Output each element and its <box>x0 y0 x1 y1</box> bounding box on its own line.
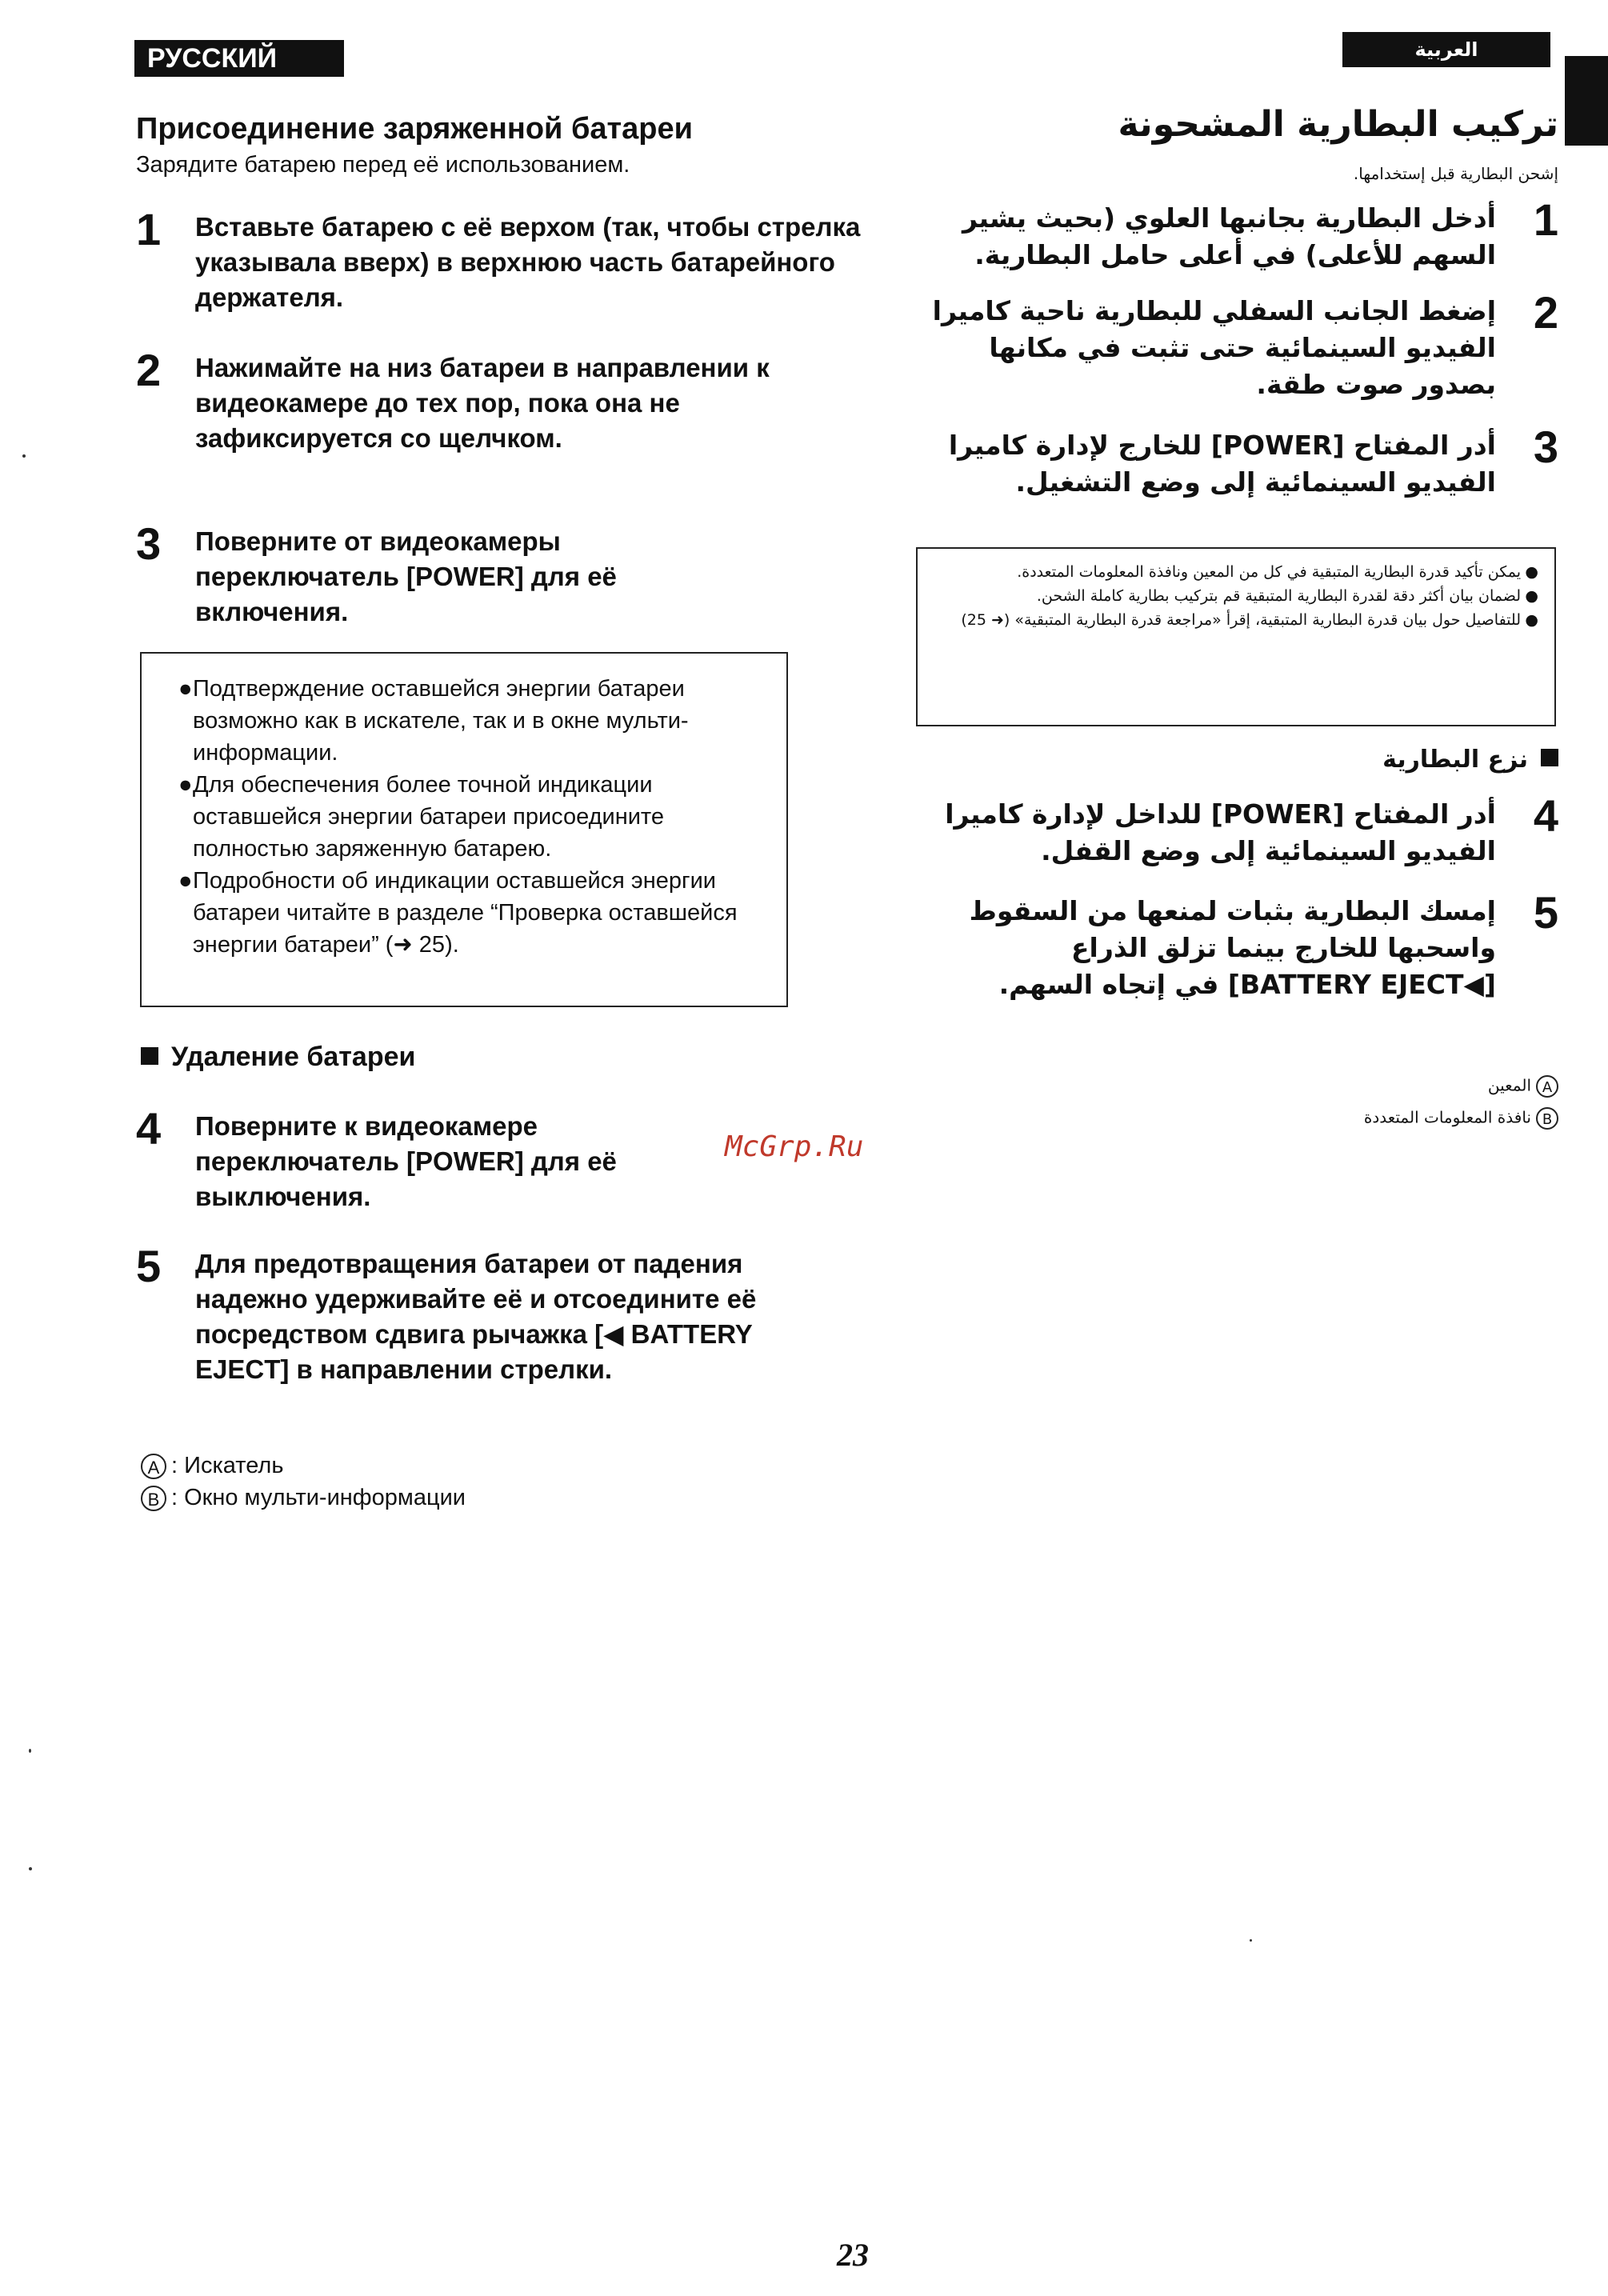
ru-step-number: 1 <box>136 204 162 254</box>
ru-step-text: Для предотвращения батареи от падения надежно удерживайте её и отсоедините её посредством сдвига рычажка [◀ BATTERY EJECT] в направлении стрелки. <box>195 1249 757 1384</box>
scan-speck <box>29 1749 31 1753</box>
scan-speck <box>1250 1939 1252 1942</box>
circled-letter-a-icon: A <box>1536 1075 1558 1098</box>
ar-step-number: 1 <box>1533 194 1558 245</box>
circled-letter-b-icon: B <box>141 1486 166 1511</box>
ru-legend-a: A : Искатель <box>141 1453 283 1479</box>
ru-note-item: ● Подтверждение оставшейся энергии батареи возможно как в искателе, так и в окне мульти-информации. <box>178 676 689 766</box>
watermark: McGrp.Ru <box>725 1130 864 1163</box>
ar-step-number: 2 <box>1533 287 1558 338</box>
language-tab-arabic: العربية <box>1342 32 1550 67</box>
ar-step-number: 4 <box>1533 790 1558 841</box>
ar-page-subtitle: إشحن البطارية قبل إستخدامها. <box>1353 164 1558 183</box>
ar-note-item: ● لضمان بيان أكثر دقة لقدرة البطارية المتبقية قم بتركيب بطارية كاملة الشحن. <box>1036 587 1538 605</box>
ar-page-title: تركيب البطارية المشحونة <box>1118 104 1558 145</box>
ar-step-number: 5 <box>1533 887 1558 938</box>
ru-note-box <box>140 652 788 1007</box>
square-bullet-icon <box>1541 749 1558 766</box>
ru-legend-b: B : Окно мульти-информации <box>141 1485 466 1511</box>
ar-note-item: ● للتفاصيل حول بيان قدرة البطارية المتبقية، إقرأ «مراجعة قدرة البطارية المتبقية» (➜ 25) <box>961 611 1538 629</box>
square-bullet-icon <box>141 1047 158 1065</box>
ru-step-text: Поверните от видеокамеры переключатель [POWER] для её включения. <box>195 526 617 626</box>
page-edge-marker <box>1565 56 1608 146</box>
ru-note-item: ● Подробности об индикации оставшейся энергии батареи читайте в разделе “Проверка оставшейся энергии батареи” (➜ 25). <box>178 868 738 958</box>
ar-legend-b: Bنافذة المعلومات المتعددة <box>1364 1107 1558 1130</box>
ar-step-text: إضغط الجانب السفلي للبطارية ناحية كاميرا الفيديو السينمائية حتى تثبت في مكانها بصدور صوت طقة. <box>932 295 1496 400</box>
ar-step-text: أدر المفتاح [POWER] للخارج لإدارة كاميرا الفيديو السينمائية إلى وضع التشغيل. <box>948 430 1496 498</box>
ru-step-text: Вставьте батарею с её верхом (так, чтобы стрелка указывала вверх) в верхнюю часть батарейного держателя. <box>195 212 861 312</box>
ru-note-item: ● Для обеспечения более точной индикации оставшейся энергии батареи присоедините полностью заряженную батарею. <box>178 772 665 862</box>
ru-step-number: 4 <box>136 1103 162 1154</box>
ar-step-number: 3 <box>1533 422 1558 472</box>
ru-step-text: Поверните к видеокамере переключатель [POWER] для её выключения. <box>195 1111 617 1211</box>
ru-step-text: Нажимайте на низ батареи в направлении к видеокамере до тех пор, пока она не зафиксируется со щелчком. <box>195 353 770 453</box>
ar-legend-a: Aالمعين <box>1488 1075 1558 1098</box>
ar-step-text: إمسك البطارية بثبات لمنعها من السقوط واسحبها للخارج بينما تزلق الذراع [◀BATTERY EJECT] في إتجاه السهم. <box>969 895 1496 1000</box>
ar-step-text: أدخل البطارية بجانبها العلوي (بحيث يشير السهم للأعلى) في أعلى حامل البطارية. <box>962 202 1496 270</box>
ar-step-text: أدر المفتاح [POWER] للداخل لإدارة كاميرا الفيديو السينمائية إلى وضع القفل. <box>945 798 1496 866</box>
ru-page-title: Присоединение заряженной батареи <box>136 112 694 146</box>
ru-step-number: 3 <box>136 518 162 569</box>
ru-step-number: 5 <box>136 1241 162 1291</box>
ru-section-heading: Удаление батареи <box>141 1042 415 1073</box>
scan-speck <box>22 454 26 458</box>
language-tab-russian: РУССКИЙ ЯЗЫК <box>134 40 344 77</box>
circled-letter-b-icon: B <box>1536 1107 1558 1130</box>
ar-note-item: ● يمكن تأكيد قدرة البطارية المتبقية في كل من المعين ونافذة المعلومات المتعددة. <box>1017 563 1538 581</box>
scan-speck <box>29 1867 32 1870</box>
ar-note-box <box>916 547 1556 726</box>
ru-page-subtitle: Зарядите батарею перед её использованием. <box>136 152 630 178</box>
ru-step-number: 2 <box>136 345 162 395</box>
circled-letter-a-icon: A <box>141 1454 166 1479</box>
ar-section-heading: نزع البطارية <box>1382 746 1558 774</box>
page-number: 23 <box>837 2237 869 2273</box>
